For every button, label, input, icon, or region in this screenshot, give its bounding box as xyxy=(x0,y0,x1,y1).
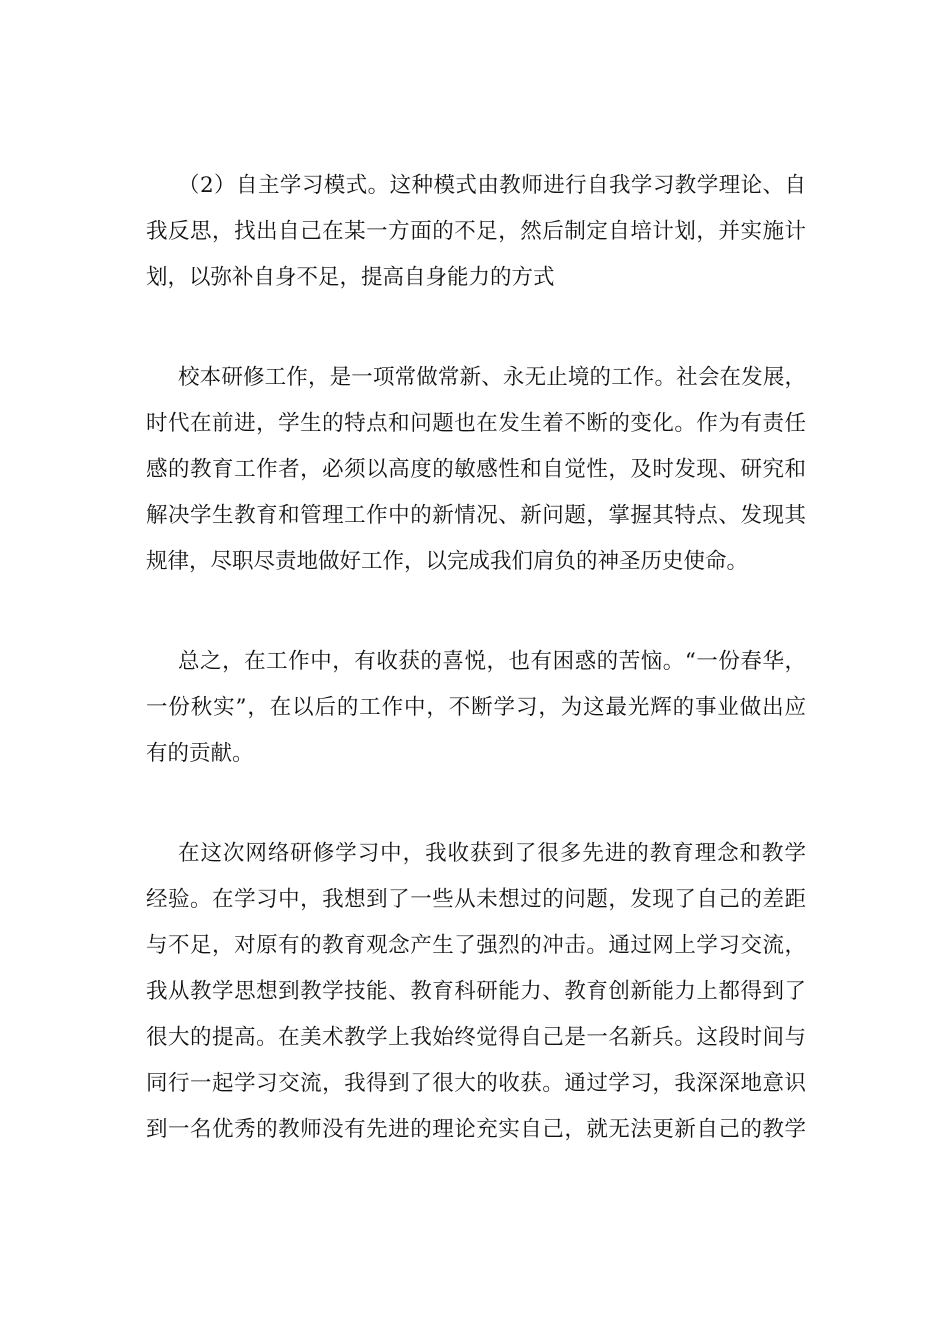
text-line: 与不足，对原有的教育观念产生了强烈的冲击。通过网上学习交流， xyxy=(146,933,806,958)
paragraph-self-study-mode xyxy=(146,163,806,301)
text-line: 我从教学思想到教学技能、教育科研能力、教育创新能力上都得到了 xyxy=(146,979,806,1004)
text-line: 很大的提高。在美术教学上我始终觉得自己是一名新兵。这段时间与 xyxy=(146,1025,806,1050)
paragraph-school-based-research xyxy=(146,355,806,585)
text-line: 总之，在工作中，有收获的喜悦，也有困惑的苦恼。“一份春华， xyxy=(178,649,806,674)
paragraph-summary xyxy=(146,639,806,777)
text-line: 同行一起学习交流，我得到了很大的收获。通过学习，我深深地意识 xyxy=(146,1071,806,1096)
text-line: 在这次网络研修学习中，我收获到了很多先进的教育理念和教学 xyxy=(178,841,806,866)
text-line: 我反思，找出自己在某一方面的不足，然后制定自培计划，并实施计 xyxy=(146,219,806,244)
text-line: 规律，尽职尽责地做好工作，以完成我们肩负的神圣历史使命。 xyxy=(146,549,749,574)
document-body xyxy=(146,163,806,1207)
text-line: 有的贡献。 xyxy=(146,741,254,766)
text-line: 划，以弥补自身不足，提高自身能力的方式 xyxy=(146,265,555,290)
text-line: 经验。在学习中，我想到了一些从未想过的问题，发现了自己的差距 xyxy=(146,887,806,912)
text-line: 时代在前进，学生的特点和问题也在发生着不断的变化。作为有责任 xyxy=(146,411,806,436)
text-line: 解决学生教育和管理工作中的新情况、新问题，掌握其特点、发现其 xyxy=(146,503,806,528)
paragraph-online-study xyxy=(146,831,806,1153)
text-line: 校本研修工作，是一项常做常新、永无止境的工作。社会在发展， xyxy=(178,365,806,390)
text-line: 到一名优秀的教师没有先进的理论充实自己，就无法更新自己的教学 xyxy=(146,1117,806,1142)
text-line: 一份秋实”，在以后的工作中，不断学习，为这最光辉的事业做出应 xyxy=(146,695,806,720)
text-line: 感的教育工作者，必须以高度的敏感性和自觉性，及时发现、研究和 xyxy=(146,457,806,482)
text-line: （2）自主学习模式。这种模式由教师进行自我学习教学理论、自 xyxy=(178,173,806,198)
